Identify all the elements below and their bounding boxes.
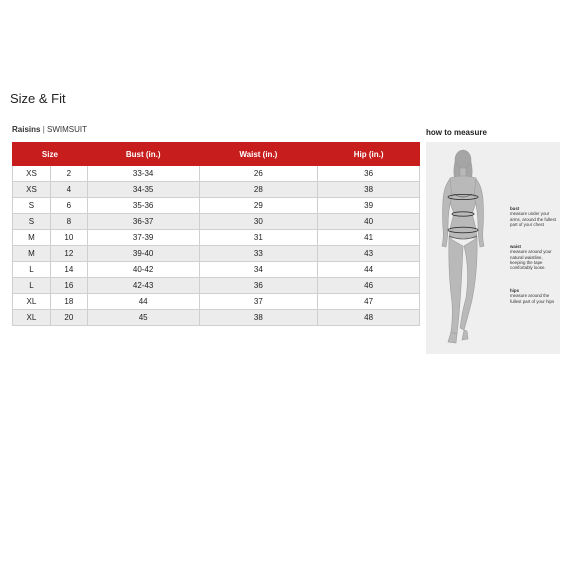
- brand-line: [12, 125, 87, 134]
- waist-cell: 37: [199, 294, 318, 310]
- size-number-cell: 8: [50, 214, 87, 230]
- size-letter-cell: XS: [13, 166, 51, 182]
- size-letter-cell: M: [13, 230, 51, 246]
- size-letter-cell: S: [13, 198, 51, 214]
- bust-cell: 37-39: [87, 230, 199, 246]
- header-waist: Waist (in.): [199, 143, 318, 166]
- bust-cell: 34-35: [87, 182, 199, 198]
- brand-name: Raisins: [12, 125, 41, 134]
- size-letter-cell: S: [13, 214, 51, 230]
- size-number-cell: 2: [50, 166, 87, 182]
- table-row: [13, 294, 420, 310]
- size-number-cell: 6: [50, 198, 87, 214]
- size-letter-cell: XL: [13, 294, 51, 310]
- hip-cell: 43: [318, 246, 420, 262]
- size-letter-cell: L: [13, 278, 51, 294]
- size-letter-cell: XL: [13, 310, 51, 326]
- table-row: [13, 230, 420, 246]
- brand-separator: |: [42, 125, 45, 134]
- hip-cell: 48: [318, 310, 420, 326]
- bust-cell: 35-36: [87, 198, 199, 214]
- page-title: Size & Fit: [10, 91, 66, 106]
- size-letter-cell: M: [13, 246, 51, 262]
- waist-cell: 36: [199, 278, 318, 294]
- size-number-cell: 20: [50, 310, 87, 326]
- hips-instruction: hips measure around the fullest part of your hips: [510, 288, 555, 304]
- waist-instruction: waist measure around your natural waistline, keeping the tape comfortably loose.: [510, 244, 552, 271]
- bust-cell: 40-42: [87, 262, 199, 278]
- size-letter-cell: L: [13, 262, 51, 278]
- hip-cell: 40: [318, 214, 420, 230]
- bust-cell: 33-34: [87, 166, 199, 182]
- table-row: [13, 278, 420, 294]
- how-to-measure-title: how to measure: [426, 128, 487, 137]
- bust-cell: 45: [87, 310, 199, 326]
- waist-cell: 30: [199, 214, 318, 230]
- table-row: [13, 262, 420, 278]
- hip-cell: 38: [318, 182, 420, 198]
- waist-cell: 33: [199, 246, 318, 262]
- measure-figure-panel: [426, 142, 560, 354]
- waist-cell: 26: [199, 166, 318, 182]
- hip-cell: 36: [318, 166, 420, 182]
- bust-cell: 36-37: [87, 214, 199, 230]
- header-size: Size: [13, 143, 88, 166]
- size-number-cell: 14: [50, 262, 87, 278]
- hip-cell: 41: [318, 230, 420, 246]
- bust-instruction: bust measure under your arms, around the fullest part of your chest: [510, 206, 556, 227]
- size-number-cell: 4: [50, 182, 87, 198]
- waist-cell: 38: [199, 310, 318, 326]
- size-number-cell: 10: [50, 230, 87, 246]
- hip-cell: 39: [318, 198, 420, 214]
- table-row: [13, 166, 420, 182]
- size-number-cell: 16: [50, 278, 87, 294]
- hip-cell: 44: [318, 262, 420, 278]
- bust-cell: 44: [87, 294, 199, 310]
- hip-cell: 47: [318, 294, 420, 310]
- table-row: [13, 198, 420, 214]
- waist-cell: 28: [199, 182, 318, 198]
- waist-cell: 31: [199, 230, 318, 246]
- size-number-cell: 18: [50, 294, 87, 310]
- size-chart-table: [12, 142, 420, 326]
- hip-cell: 46: [318, 278, 420, 294]
- size-letter-cell: XS: [13, 182, 51, 198]
- table-header-row: [13, 143, 420, 166]
- header-hip: Hip (in.): [318, 143, 420, 166]
- table-row: [13, 214, 420, 230]
- table-row: [13, 182, 420, 198]
- product-category: SWIMSUIT: [47, 125, 88, 134]
- bust-cell: 39-40: [87, 246, 199, 262]
- waist-cell: 34: [199, 262, 318, 278]
- header-bust: Bust (in.): [87, 143, 199, 166]
- table-row: [13, 246, 420, 262]
- table-row: [13, 310, 420, 326]
- waist-cell: 29: [199, 198, 318, 214]
- size-number-cell: 12: [50, 246, 87, 262]
- bust-cell: 42-43: [87, 278, 199, 294]
